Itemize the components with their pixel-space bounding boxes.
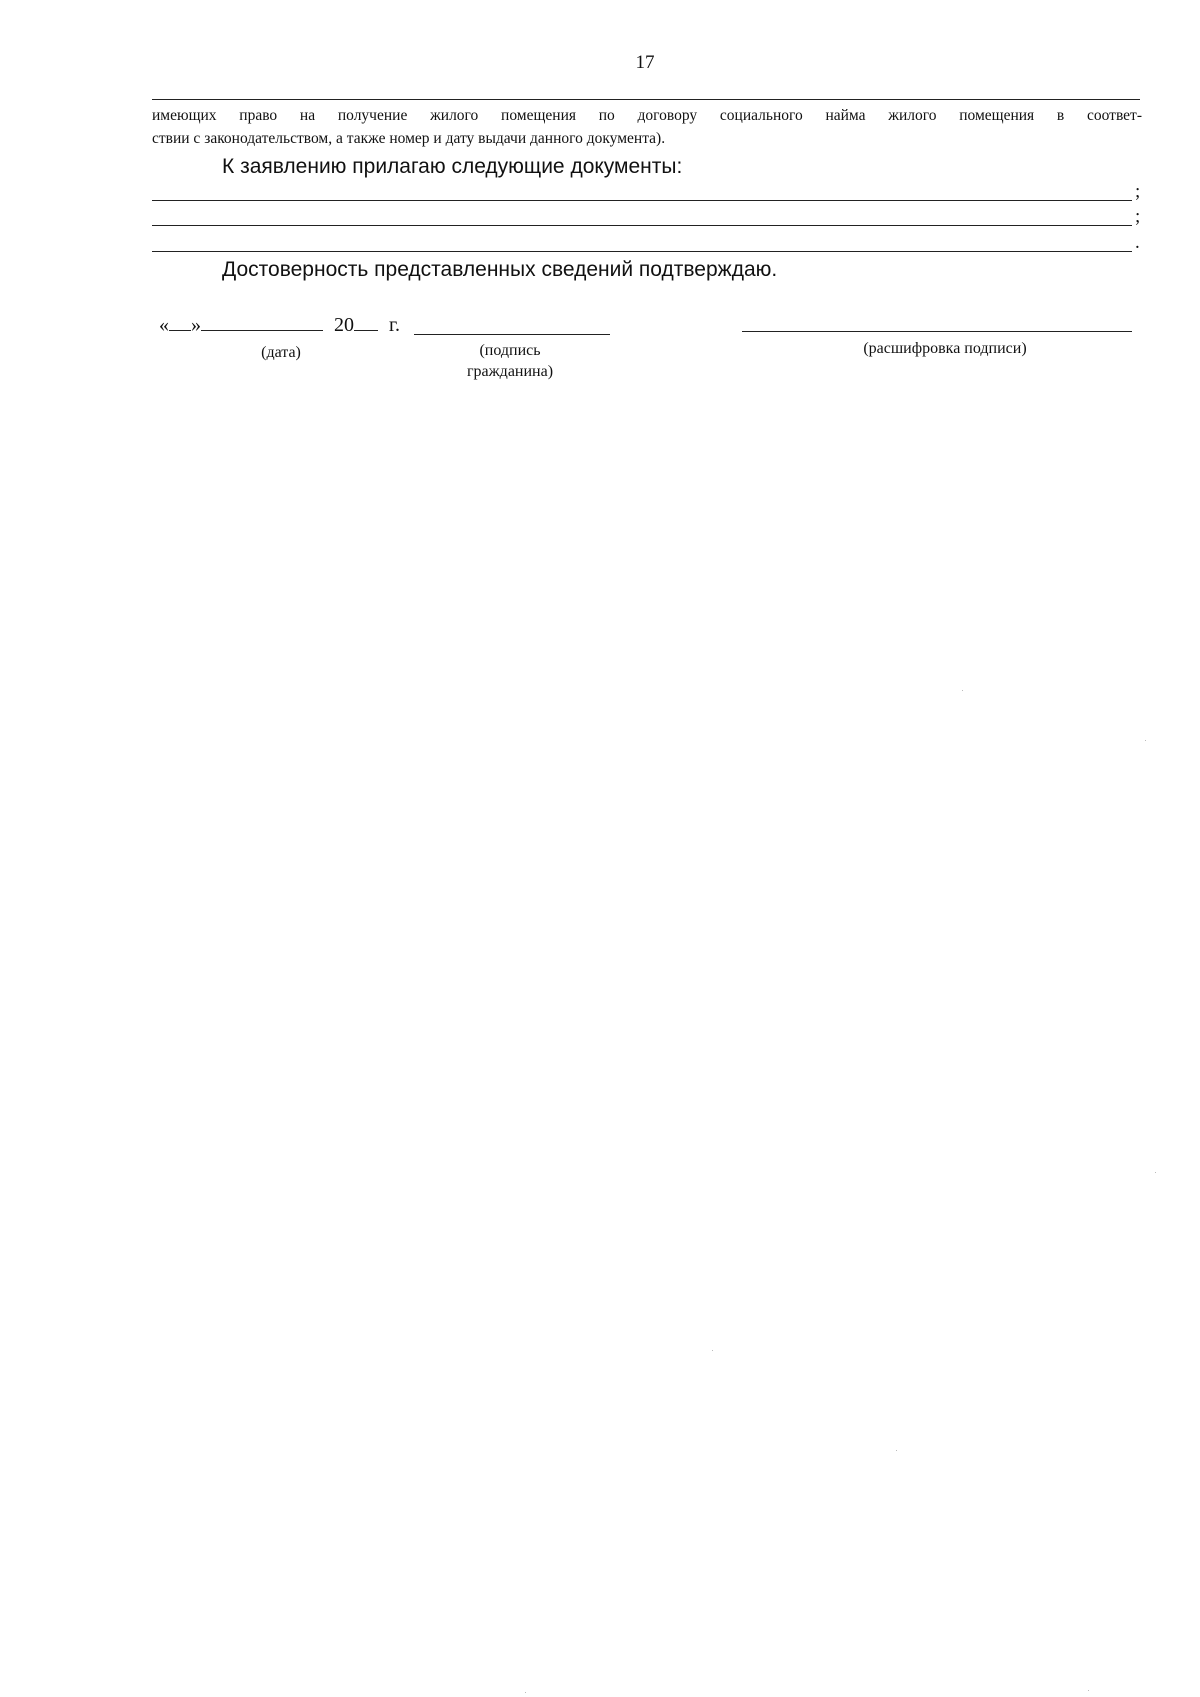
decryption-line[interactable] [742,331,1132,332]
day-blank[interactable] [169,312,191,331]
scan-speck [712,1350,713,1351]
confirmation-statement: Достоверность представленных сведений подтверждаю. [222,258,778,281]
signature-caption: (подпись гражданина) [466,342,554,380]
header-rule [152,99,1140,100]
paragraph-line-1: имеющих право на получение жилого помещения по договору социального найма жилого помещения в соответ- [152,107,1142,124]
attachment-line-3-end: . [1135,232,1140,253]
attachment-line-3[interactable] [152,251,1132,252]
scan-speck [1145,740,1146,741]
signature-line[interactable] [414,334,610,335]
scan-speck [1088,1690,1089,1691]
year-field [334,312,400,337]
continuation-paragraph [152,104,1142,150]
scan-speck [896,1450,897,1451]
attachments-heading: К заявлению прилагаю следующие документы: [222,155,683,178]
scan-speck [962,690,963,691]
attachment-line-1[interactable] [152,200,1132,201]
scan-speck [525,1692,526,1693]
year-suffix: г. [389,314,400,336]
attachment-line-2[interactable] [152,225,1132,226]
date-caption: (дата) [261,344,301,361]
scan-speck [1155,1172,1156,1173]
open-quote: « [159,314,169,336]
date-field [159,312,323,337]
close-quote: » [191,314,201,336]
attachment-line-2-end: ; [1135,206,1141,227]
month-blank[interactable] [201,312,323,331]
attachment-line-1-end: ; [1135,181,1141,202]
decryption-caption: (расшифровка подписи) [863,340,1027,357]
paragraph-line-2: ствии с законодательством, а также номер и дату выдачи данного документа). [152,130,666,147]
year-prefix: 20 [334,314,354,336]
page-number: 17 [635,52,655,73]
year-blank[interactable] [354,312,378,331]
